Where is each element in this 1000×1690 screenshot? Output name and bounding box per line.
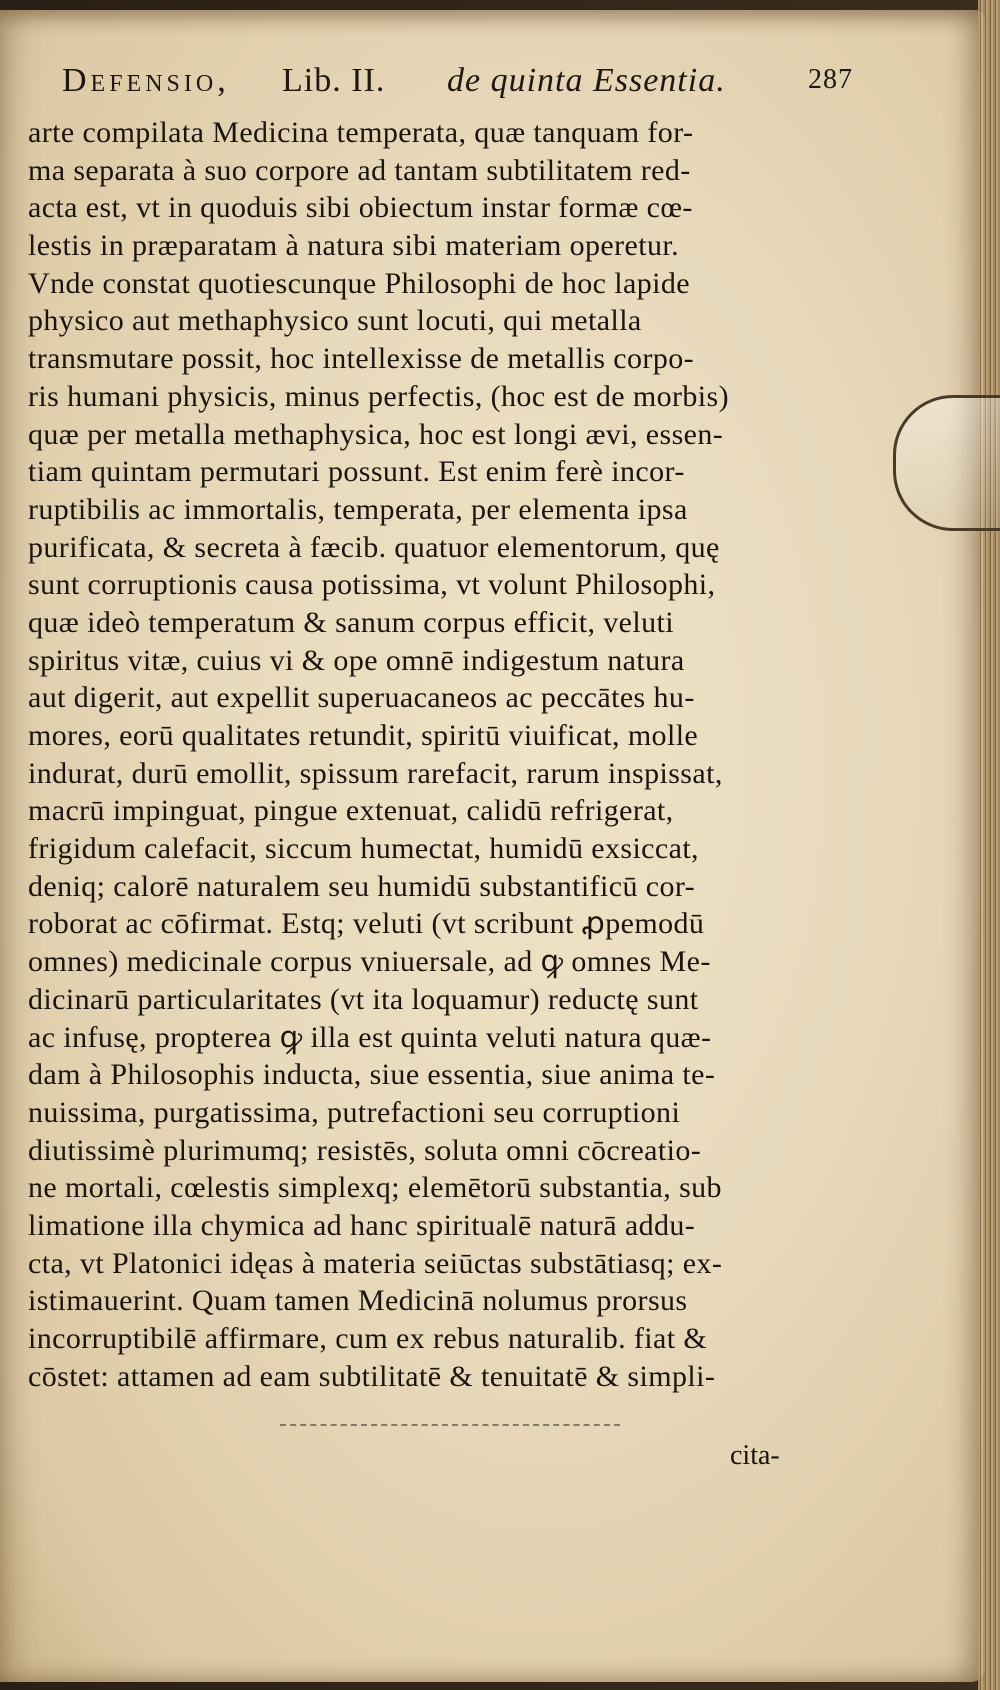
text-line: deniq; calorē naturalem seu humidū substantificū cor- <box>28 869 696 903</box>
text-line: roborat ac cōfirmat. Estq; veluti (vt scribunt ꝓpemodū <box>28 907 705 941</box>
text-line: omnes) medicinale corpus vniuersale, ad ꝙ omnes Me- <box>28 945 711 979</box>
body-text <box>28 114 828 1395</box>
text-line: dam à Philosophis inducta, siue essentia, siue anima te- <box>28 1058 716 1092</box>
running-header <box>62 62 862 106</box>
text-line: acta est, vt in quoduis sibi obiectum instar formæ cœ- <box>28 191 693 225</box>
header-subject: de quinta Essentia. <box>447 62 726 99</box>
book-page <box>0 10 985 1682</box>
text-line: spiritus vitæ, cuius vi & ope omnē indigestum natura <box>28 643 685 677</box>
text-line: transmutare possit, hoc intellexisse de metallis corpo- <box>28 342 695 376</box>
page-number: 287 <box>808 64 853 95</box>
text-line: ruptibilis ac immortalis, temperata, per elementa ipsa <box>28 492 688 526</box>
text-line: ne mortali, cœlestis simplexq; elemētorū substantia, sub <box>28 1171 722 1205</box>
text-line: diutissimè plurimumq; resistēs, soluta omni cōcreatio- <box>28 1133 702 1167</box>
text-line: sunt corruptionis causa potissima, vt volunt Philosophi, <box>28 568 716 602</box>
text-line: cta, vt Platonici idęas à materia seiūctas substātiasq; ex- <box>28 1246 723 1280</box>
book-number: Lib. II. <box>282 62 386 99</box>
text-line: cōstet: attamen ad eam subtilitatē & tenuitatē & simpli- <box>28 1359 716 1393</box>
page-clip <box>893 395 1000 531</box>
text-line: istimauerint. Quam tamen Medicinā nolumus prorsus <box>28 1284 688 1318</box>
text-line: frigidum calefacit, siccum humectat, humidū exsiccat, <box>28 832 699 866</box>
text-line: quæ ideò temperatum & sanum corpus efficit, veluti <box>28 605 674 639</box>
text-line: physico aut methaphysico sunt locuti, qui metalla <box>28 304 642 338</box>
text-line: mores, eorū qualitates retundit, spiritū viuificat, molle <box>28 719 699 752</box>
text-line: nuissima, purgatissima, putrefactioni seu corruptioni <box>28 1095 681 1129</box>
text-line: macrū impinguat, pingue extenuat, calidū refrigerat, <box>28 794 674 828</box>
text-line: aut digerit, aut expellit superuacaneos ac peccātes hu- <box>28 681 695 715</box>
text-line: Vnde constat quotiescunque Philosophi de hoc lapide <box>28 266 690 300</box>
text-line: tiam quintam permutari possunt. Est enim ferè incor- <box>28 455 685 489</box>
text-line: dicinarū particularitates (vt ita loquamur) reductę sunt <box>28 982 699 1016</box>
text-line: limatione illa chymica ad hanc spiritualē naturā addu- <box>28 1208 696 1242</box>
text-line: ris humani physicis, minus perfectis, (hoc est de morbis) <box>28 379 730 413</box>
text-line: purificata, & secreta à fæcib. quatuor elementorum, quę <box>28 530 720 564</box>
text-line: quæ per metalla methaphysica, hoc est longi ævi, essen- <box>28 417 724 451</box>
text-line: ma separata à suo corpore ad tantam subtilitatem red- <box>28 153 691 187</box>
text-line: indurat, durū emollit, spissum rarefacit, rarum inspissat, <box>28 756 723 790</box>
text-line: lestis in præparatam à natura sibi materiam operetur. <box>28 229 679 263</box>
page-fore-edge <box>978 0 1000 1690</box>
text-line: arte compilata Medicina temperata, quæ tanquam for- <box>28 116 694 149</box>
running-title: Defensio, <box>62 62 230 99</box>
catchword: cita- <box>730 1440 780 1471</box>
rule-dashes <box>280 1424 620 1428</box>
text-line: incorruptibilē affirmare, cum ex rebus naturalib. fiat & <box>28 1322 708 1355</box>
text-line: ac infusę, propterea ꝙ illa est quinta veluti natura quæ- <box>28 1020 712 1054</box>
